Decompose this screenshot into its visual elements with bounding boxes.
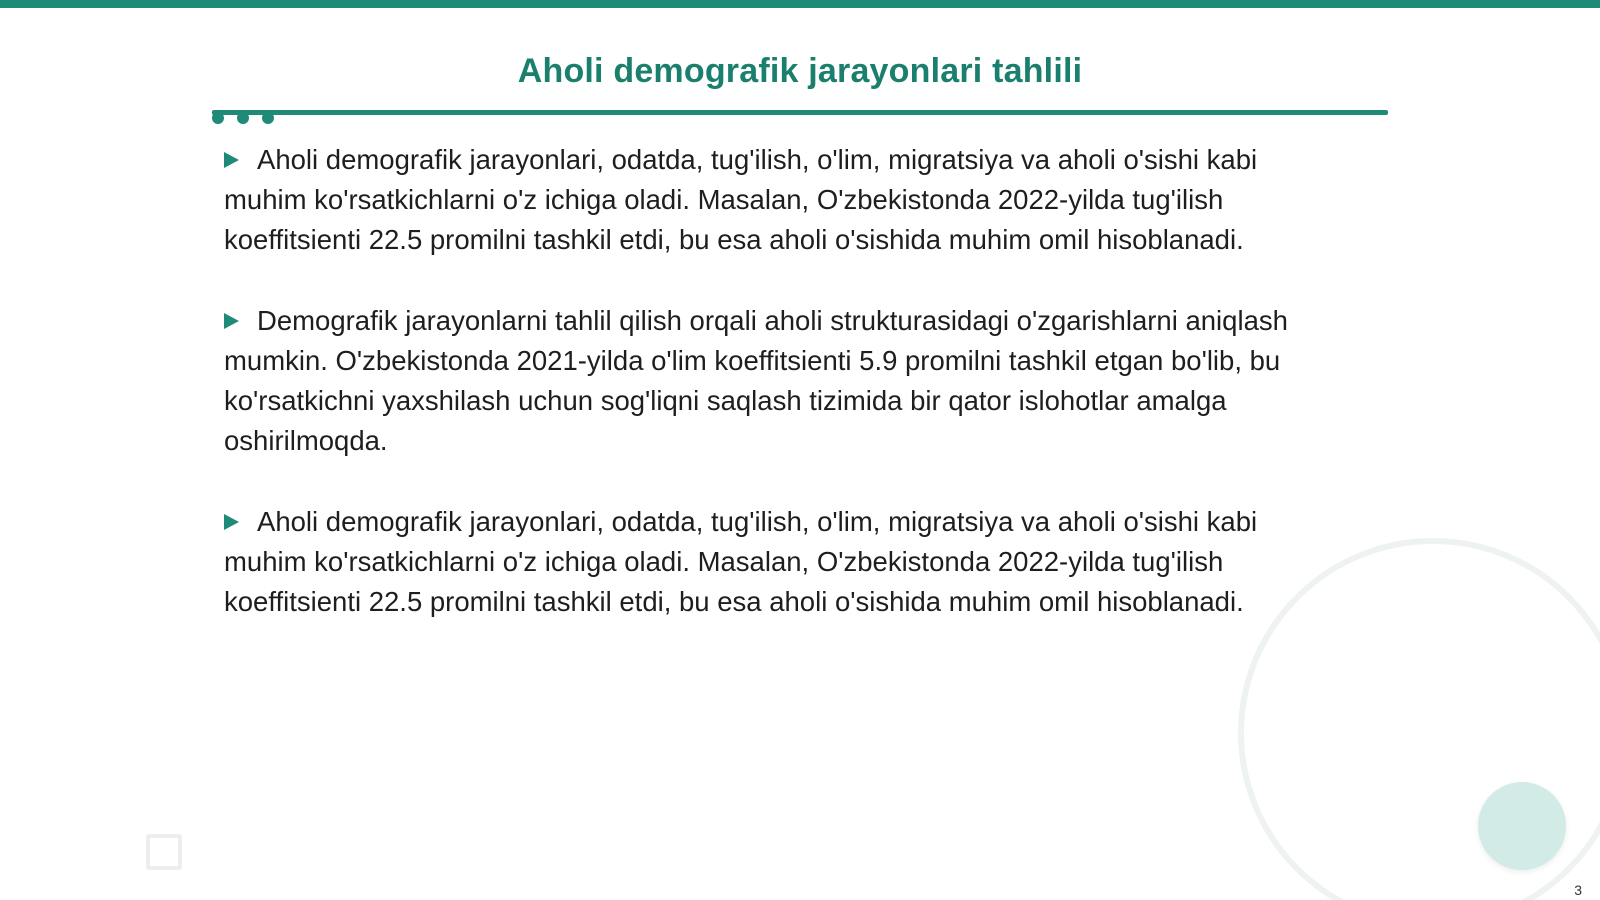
decorative-circle [1478, 782, 1566, 870]
dot-icon [262, 112, 274, 124]
dot-icon [237, 112, 249, 124]
dot-icon [212, 112, 224, 124]
bullet-text: Aholi demografik jarayonlari, odatda, tug'ilish, o'lim, migratsiya va aholi o'sishi kabi muhim ko'rsatkichlarni o'z ichiga oladi. Masalan, O'zbekistonda 2022-yilda tug'ilish koeffitsienti 22.5 promilni tashkil etdi, bu esa aholi o'sishida muhim omil hisoblanadi. [224, 144, 1258, 255]
title-underline [212, 110, 1388, 115]
bullet-item [224, 502, 1334, 622]
slide-title: Aholi demografik jarayonlari tahlili [517, 52, 1083, 90]
bullet-text: Aholi demografik jarayonlari, odatda, tug'ilish, o'lim, migratsiya va aholi o'sishi kabi muhim ko'rsatkichlarni o'z ichiga oladi. Masalan, O'zbekistonda 2022-yilda tug'ilish koeffitsienti 22.5 promilni tashkil etdi, bu esa aholi o'sishida muhim omil hisoblanadi. [224, 506, 1258, 617]
bullet-item [224, 301, 1334, 461]
triangle-right-icon [224, 514, 239, 530]
bullet-list [224, 140, 1334, 663]
bullet-item [224, 140, 1334, 260]
page-number: 3 [1574, 882, 1582, 898]
decorative-square [146, 834, 182, 870]
bullet-text: Demografik jarayonlarni tahlil qilish orqali aholi strukturasidagi o'zgarishlarni aniqlash mumkin. O'zbekistonda 2021-yilda o'lim koeffitsienti 5.9 promilni tashkil etgan bo'lib, bu ko'rsatkichni yaxshilash uchun sog'liqni saqlash tizimida bir qator islohotlar amalga oshirilmoqda. [224, 305, 1288, 456]
triangle-right-icon [224, 313, 239, 329]
top-accent-bar [0, 0, 1600, 8]
triangle-right-icon [224, 152, 239, 168]
